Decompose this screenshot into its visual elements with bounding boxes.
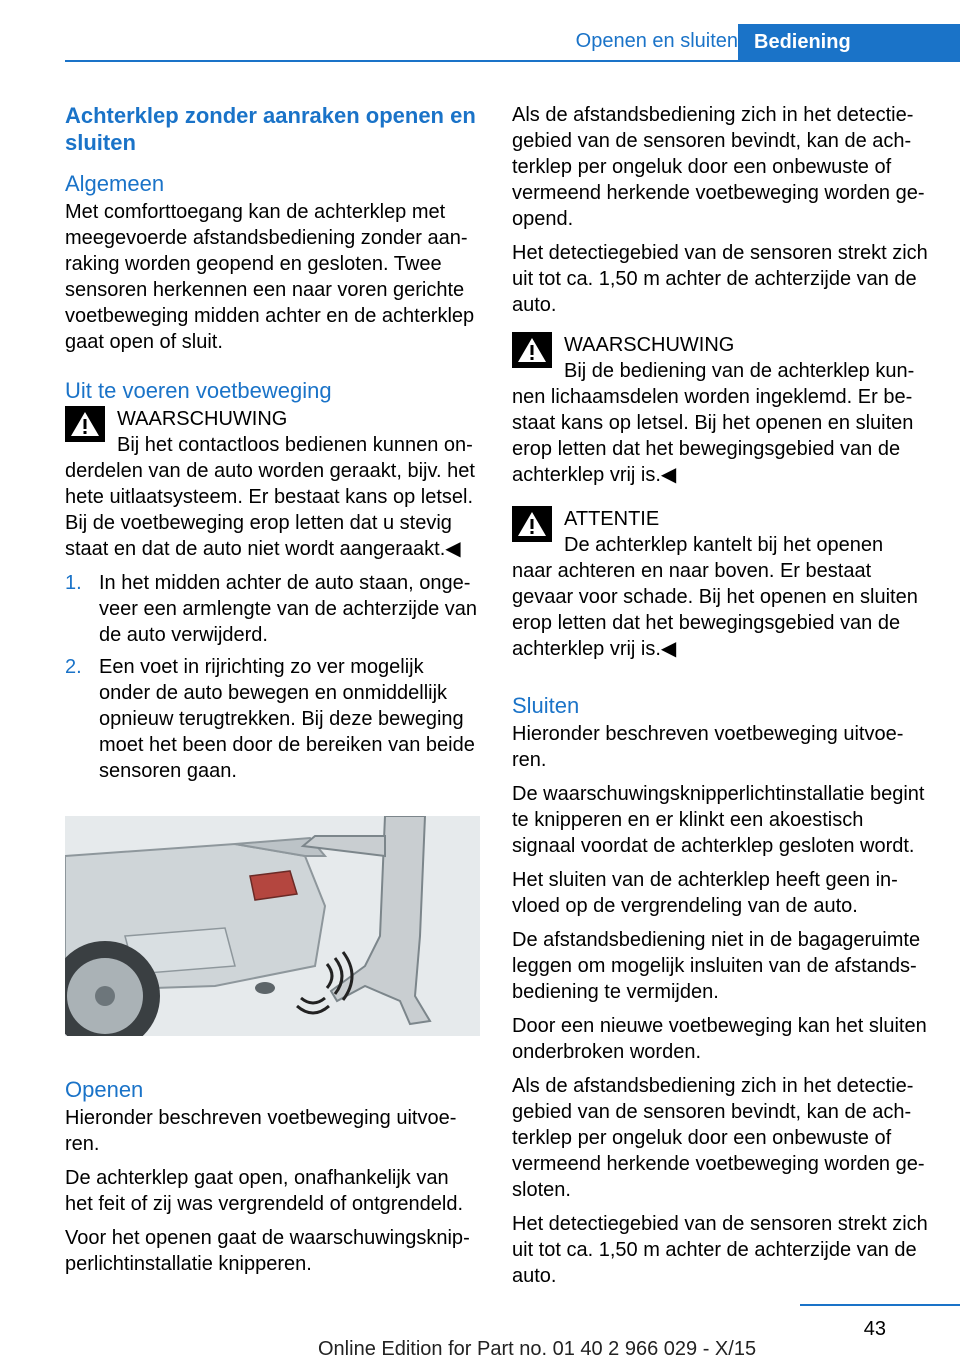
page-header: [0, 0, 960, 62]
list-item: [65, 654, 480, 784]
open-text-1: Hieronder beschreven voetbeweging uitvoeren.: [65, 1107, 457, 1155]
right-column: [512, 102, 928, 1297]
warning-block-2: [512, 332, 928, 488]
warning-text: Bij het contactloos bedienen kunnen onderdelen van de auto worden geraakt, bijv. het hete uitlaatsysteem. Er bestaat kans op letsel. Bij de voetbeweging erop letten dat u stevig staat en dat de auto niet wordt aangeraakt.◀: [65, 434, 475, 560]
close-text-4: De afstandsbediening niet in de bagageruimte leggen om mogelijk insluiten van de afstandsbediening te vermijden.: [512, 929, 921, 1003]
detection-range-text-1: Het detectiegebied van de sensoren strekt zich uit tot ca. 1,50 m achter de achterzijde van de auto.: [512, 242, 928, 316]
left-column: [65, 102, 480, 1285]
attention-block: [512, 506, 928, 662]
warning-triangle-icon: [65, 406, 105, 442]
detection-text-1: Als de afstandsbediening zich in het detectiegebied van de sensoren bevindt, kan de achterklep per ongeluk door een onbewuste of vermeend herkende voetbeweging worden geopend.: [512, 104, 925, 230]
warning-triangle-icon: [512, 332, 552, 368]
step-number: 1.: [65, 572, 82, 594]
foot-motion-illustration: [65, 816, 480, 1036]
open-text-2: De achterklep gaat open, onafhankelijk van het feit of zij was vergrendeld of ontgrendeld.: [65, 1167, 464, 1215]
steps-list: [65, 570, 480, 784]
step-text: In het midden achter de auto staan, ongeveer een armlengte van de achterzijde van de auto verwijderd.: [99, 572, 478, 646]
step-text: Een voet in rijrichting zo ver mogelijk onder de auto bewegen en onmiddellijk opnieuw terugtrekken. Bij deze beweging moet het been door de bereiken van beide sensoren gaan.: [99, 656, 475, 782]
page-title: Achterklep zonder aanraken openen en sluiten: [65, 103, 476, 155]
close-text-6: Als de afstandsbediening zich in het detectiegebied van de sensoren bevindt, kan de achterklep per ongeluk door een onbewuste of vermeend herkende voetbeweging worden gesloten.: [512, 1075, 925, 1201]
edition-note: Online Edition for Part no. 01 40 2 966 029 - X/15: [318, 1338, 757, 1360]
general-text: Met comforttoegang kan de achterklep met meegevoerde afstandsbediening zonder aanraking worden geopend en gesloten. Twee sensoren herkennen een naar voren gerichte voetbeweging midden achter en de achterklep gaat open of sluit.: [65, 201, 475, 353]
attention-title: ATTENTIE: [564, 508, 660, 530]
warning-title: WAARSCHUWING: [564, 334, 735, 356]
open-text-3: Voor het openen gaat de waarschuwingsknipperlichtinstallatie knipperen.: [65, 1227, 470, 1275]
warning-text: Bij de bediening van de achterklep kunnen lichaamsdelen worden ingeklemd. Er bestaat kans op letsel. Bij het openen en sluiten erop letten dat het bewegingsgebied van de achterklep vrij is.◀: [512, 360, 915, 486]
header-chapter-tab: Bediening: [738, 24, 960, 61]
close-heading: Sluiten: [512, 693, 580, 718]
step-number: 2.: [65, 656, 82, 678]
close-text-1: Hieronder beschreven voetbeweging uitvoeren.: [512, 723, 904, 771]
close-text-3: Het sluiten van de achterklep heeft geen invloed op de vergrendeling van de auto.: [512, 869, 898, 917]
warning-block-1: [65, 406, 480, 562]
footer-rule: [800, 1304, 960, 1306]
close-text-2: De waarschuwingsknipperlichtinstallatie begint te knipperen en er klinkt een akoestisch signaal voordat de achterklep gesloten wordt.: [512, 783, 925, 857]
general-heading: Algemeen: [65, 171, 165, 196]
warning-triangle-icon: [512, 506, 552, 542]
close-text-5: Door een nieuwe voetbeweging kan het sluiten onderbroken worden.: [512, 1015, 927, 1063]
header-section-title: Openen en sluiten: [575, 30, 738, 52]
motion-heading: Uit te voeren voetbeweging: [65, 378, 332, 403]
warning-title: WAARSCHUWING: [117, 408, 288, 430]
page-number: 43: [863, 1318, 886, 1340]
attention-text: De achterklep kantelt bij het openen naar achteren en naar boven. Er bestaat gevaar voor schade. Bij het openen en sluiten erop letten dat het bewegingsgebied van de achterklep vrij is.◀: [512, 534, 918, 660]
list-item: [65, 570, 480, 648]
header-rule: [65, 60, 960, 62]
open-heading: Openen: [65, 1077, 144, 1102]
close-text-7: Het detectiegebied van de sensoren strekt zich uit tot ca. 1,50 m achter de achterzijde van de auto.: [512, 1213, 928, 1287]
